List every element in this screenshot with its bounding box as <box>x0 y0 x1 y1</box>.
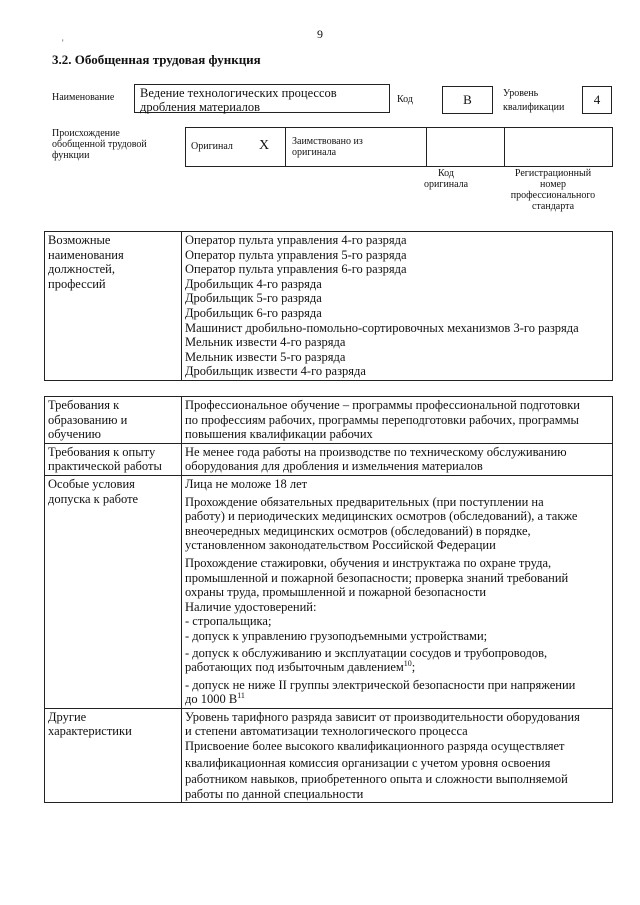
list-item: Оператор пульта управления 6-го разряда <box>185 262 407 277</box>
special-conditions-text: Лица не моложе 18 лет Прохождение обязательных предварительных (при поступлении на работу) и периодических медицинских осмотров (обследований), а также внеочередных медицинских осмотров (обследований) в порядке, установленном законодательством Российской Федерации Прохождение стажировки, обучения и инструктажа по охране труда, промышленной и пожарной безопасности; проверка знаний требований охраны труда, промышленной и пожарной безопасности Наличие удостоверений: - стропальщика; - допуск к управлению грузоподъемными устройствами; - допуск к обслуживанию и эксплуатации сосудов и трубопроводов, работающих под избыточным давлением$^{10}$; - допуск не ниже II группы электрической безопасности при напряжении до 1000 $В^{11}$ <box>182 475 613 708</box>
origin-divider <box>285 127 286 167</box>
positions-list <box>182 232 613 381</box>
registration-number-caption: Регистрационный номер профессионального стандарта <box>510 168 596 212</box>
function-name-line: Ведение технологических процессов <box>140 86 337 100</box>
name-label: Наименование <box>52 92 115 103</box>
code-value-box <box>442 86 493 114</box>
list-item: Мельник извести 5-го разряда <box>185 349 346 364</box>
level-value-box <box>582 86 612 114</box>
footnote-ref: 10 <box>403 658 412 668</box>
function-name-box <box>134 84 390 113</box>
positions-table <box>44 231 613 381</box>
footnote-ref: 11 <box>237 691 245 701</box>
function-name-line: дробления материалов <box>140 100 260 114</box>
list-item: Дробильщик 6-го разряда <box>185 305 322 320</box>
requirements-table <box>44 396 613 803</box>
list-item: Оператор пульта управления 4-го разряда <box>185 233 407 247</box>
original-mark: X <box>259 138 270 153</box>
experience-label: Требования к опыту практической работы <box>45 443 182 475</box>
code-label: Код <box>397 94 413 105</box>
special-conditions-label: Особые условия допуска к работе <box>45 475 182 708</box>
table-row <box>45 708 613 803</box>
other-characteristics-label: Другие характеристики <box>45 708 182 803</box>
origin-divider <box>504 127 505 167</box>
list-item: Мельник извести 4-го разряда <box>185 335 346 350</box>
table-row <box>45 397 613 444</box>
table-row <box>45 475 613 708</box>
original-label: Оригинал <box>191 141 233 152</box>
code-value: B <box>463 92 472 107</box>
other-characteristics-text: Уровень тарифного разряда зависит от производительности оборудования и степени автоматизации технологического процесса Присвоение более высокого квалификационного разряда осуществляет квалификационная комиссия организации с учетом уровня освоения работником навыков, приобретенного опыта и сложности выполняемой работы по данной специальности <box>182 708 613 803</box>
corner-mark: ' <box>62 38 64 48</box>
code-original-caption: Код оригинала <box>424 168 469 190</box>
voltage-line: до 1000 $В^{11}$ <box>185 691 245 707</box>
list-item: Оператор пульта управления 5-го разряда <box>185 247 407 262</box>
education-label: Требования к образованию и обучению <box>45 397 182 444</box>
borrowed-label: Заимствовано из оригинала <box>292 136 363 158</box>
level-value: 4 <box>593 92 601 107</box>
positions-label: Возможные наименования должностей, профессий <box>45 232 182 381</box>
origin-table <box>185 127 613 167</box>
education-text: Профессиональное обучение – программы профессиональной подготовки по профессиям рабочих, программы переподготовки рабочих, программы повышения квалификации рабочих <box>182 397 613 444</box>
list-item: Дробильщик извести 4-го разряда <box>185 364 366 379</box>
level-label: Уровень квалификации <box>503 88 565 113</box>
pressure-line: работающих под избыточным давлением$^{10}$; <box>185 658 416 675</box>
section-heading: 3.2. Обобщенная трудовая функция <box>52 52 261 67</box>
list-item: Машинист дробильно-помольно-сортировочных механизмов 3-го разряда <box>185 320 579 335</box>
experience-text: Не менее года работы на производстве по техническому обслуживанию оборудования для дробления и измельчения материалов <box>182 443 613 475</box>
origin-label: Происхождение обобщенной трудовой функции <box>52 128 147 161</box>
list-item: Дробильщик 4-го разряда <box>185 276 322 291</box>
table-row <box>45 232 613 381</box>
list-item: Дробильщик 5-го разряда <box>185 291 322 306</box>
origin-divider <box>426 127 427 167</box>
table-row <box>45 443 613 475</box>
page-number: 9 <box>317 27 323 41</box>
